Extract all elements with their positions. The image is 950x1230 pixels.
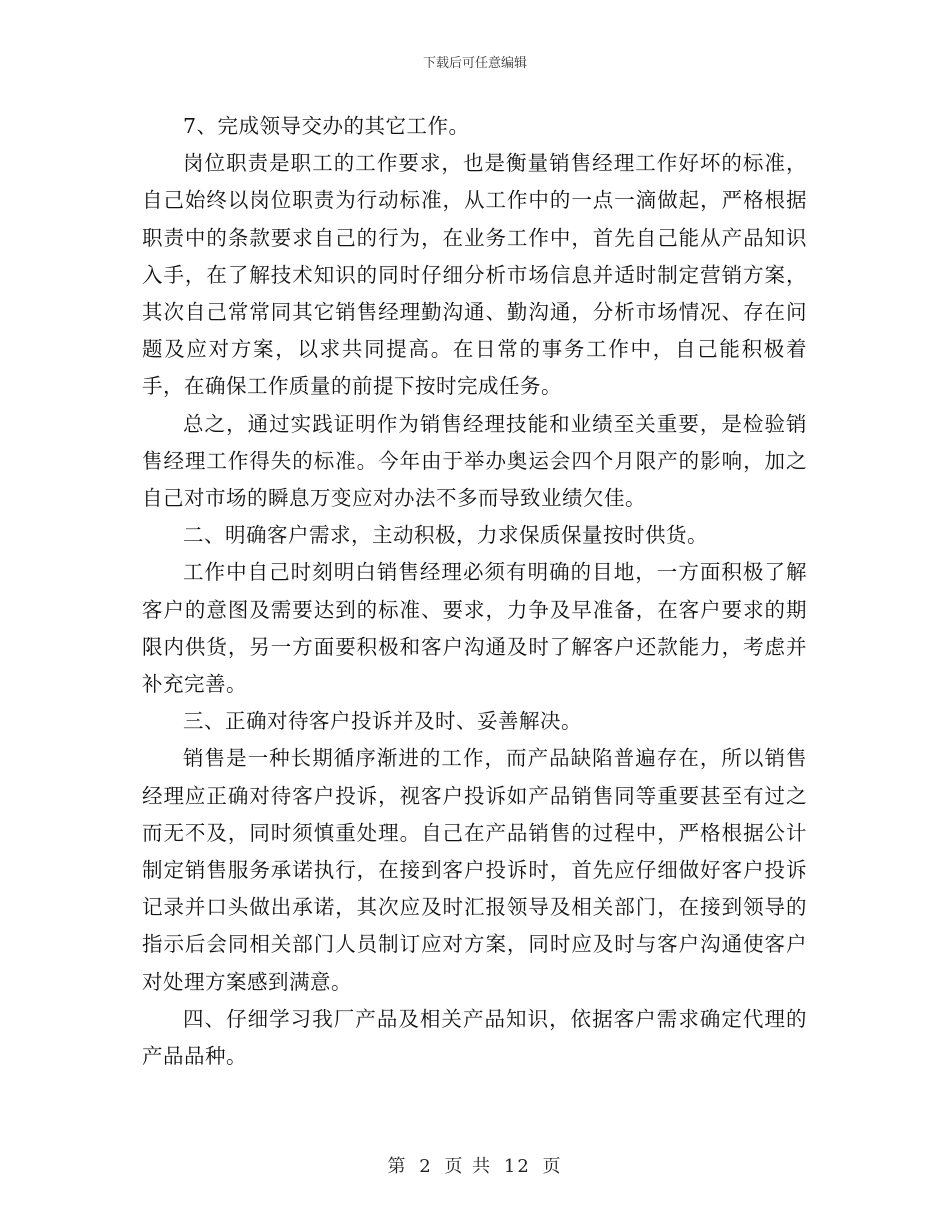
section-heading-3: 三、正确对待客户投诉并及时、妥善解决。 [183, 709, 582, 734]
paragraph-item-7: 7、完成领导交办的其它工作。 [183, 114, 470, 138]
page-suffix: 页 [542, 1156, 563, 1177]
page-middle: 页 共 [444, 1156, 493, 1177]
section-heading-4: 四、仔细学习我厂产品及相关产品知识，依据客户需求确定代理的产品品种。 [142, 1006, 807, 1069]
section-heading-2: 二、明确客户需求，主动积极，力求保质保量按时供货。 [183, 523, 708, 548]
document-body [142, 108, 807, 1075]
header-note: 下载后可任意编辑 [422, 56, 527, 71]
page-prefix: 第 [387, 1156, 408, 1177]
paragraph-customer-needs: 工作中自己时刻明白销售经理必须有明确的目地，一方面积极了解客户的意图及需要达到的标准、要求，力争及早准备，在客户要求的期限内供货，另一方面要积极和客户沟通及时了解客户还款能力，考虑并补充完善。 [142, 560, 807, 697]
paragraph-job-duties: 岗位职责是职工的工作要求，也是衡量销售经理工作好坏的标准，自己始终以岗位职责为行动标准，从工作中的一点一滴做起，严格根据职责中的条款要求自己的行为，在业务工作中，首先自己能从产品知识入手，在了解技术知识的同时仔细分析市场信息并适时制定营销方案，其次自己常常同其它销售经理勤沟通、勤沟通，分析市场情况、存在问题及应对方案，以求共同提高。在日常的事务工作中，自己能积极着手，在确保工作质量的前提下按时完成任务。 [142, 151, 807, 399]
paragraph-complaints: 销售是一种长期循序渐进的工作，而产品缺陷普遍存在，所以销售经理应正确对待客户投诉，视客户投诉如产品销售同等重要甚至有过之而无不及，同时须慎重处理。自己在产品销售的过程中，严格根据公计制定销售服务承诺执行，在接到客户投诉时，首先应仔细做好客户投诉记录并口头做出承诺，其次应及时汇报领导及相关部门，在接到领导的指示后会同相关部门人员制订应对方案，同时应及时与客户沟通使客户对处理方案感到满意。 [142, 746, 807, 994]
total-pages-number: 12 [503, 1156, 531, 1177]
current-page-number: 2 [419, 1156, 433, 1177]
page-header [0, 52, 950, 71]
page-number [0, 1152, 950, 1178]
paragraph-summary: 总之，通过实践证明作为销售经理技能和业绩至关重要，是检验销售经理工作得失的标准。今年由于举办奥运会四个月限产的影响，加之自己对市场的瞬息万变应对办法不多而导致业绩欠佳。 [142, 411, 807, 511]
